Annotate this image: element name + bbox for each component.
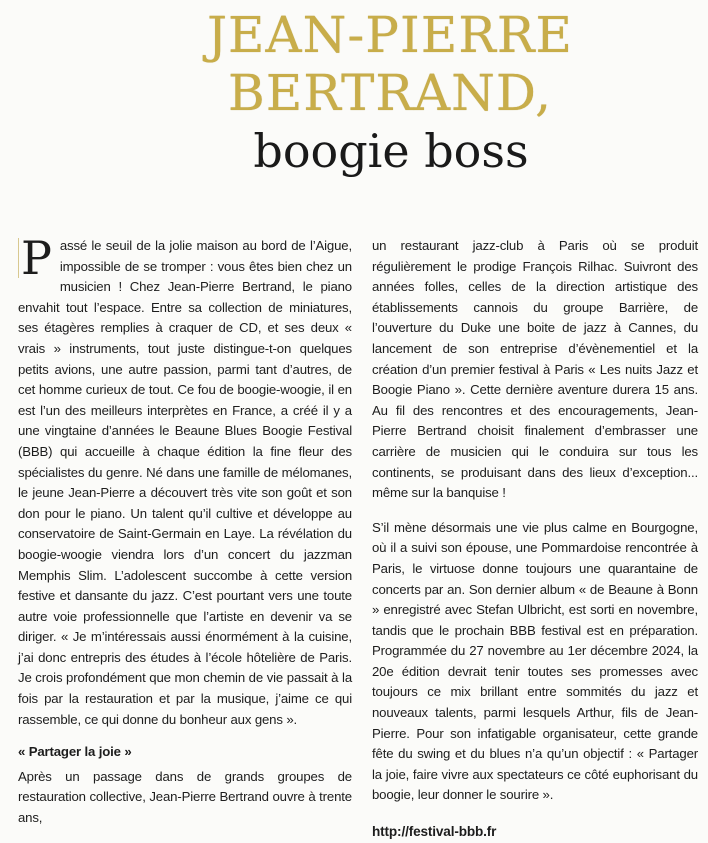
drop-cap: P [18, 238, 52, 278]
festival-link[interactable]: http://festival-bbb.fr [372, 824, 497, 840]
section-paragraph-start: Après un passage dans de grands groupes de restauration collective, Jean-Pierre Bertrand ouvre à trente ans, [18, 768, 352, 826]
closing-paragraph: S’il mène désormais une vie plus calme en Bourgogne, où il a suivi son épouse, une Pommardoise rencontrée à Paris, le virtuose donne toujours une quarantaine de concerts par an. Son dernier album « de Beaune à Bonn » enregistré avec Stefan Ulbricht, est sorti en novembre, tandis que le prochain BBB festival est en préparation. Programmée du 27 novembre au 1er décembre 2024, la 20e édition devrait tenir toutes ses promesses avec toujours ce mix brillant entre sommités du jazz et nouveaux talents, parmi lesquels Arthur, fils de Jean-Pierre. Pour son infatigable organisateur, cette grande fête du swing et du blues n’a qu’un objectif : « Partager la joie, faire vivre aux spectateurs ce côté euphorisant du boogie, leur donner le sourire ». [372, 519, 698, 803]
headline-name-line1: JEAN-PIERRE [207, 6, 573, 64]
intro-paragraph [18, 231, 352, 730]
article-headline [0, 6, 708, 178]
intro-text: assé le seuil de la jolie maison au bord de l’Aigue, impossible de se tromper : vous êtes bien chez un musicien ! Chez Jean-Pierre Bertrand, le piano envahit tout l’espace. Entre sa collection de miniatures, ses étagères remplies à craquer de CD, et ses deux « vrais » instruments, tout juste distingue-t-on quelques petits avions, une autre passion, parmi tant d’autres, de cet homme curieux de tout. Ce fou de boogie-woogie, il en est l’un des meilleurs interprètes en France, a créé il y a une vingtaine d’années le Beaune Blues Boogie Festival (BBB) qui accueille à chaque édition la fine fleur des spécialistes du genre. Né dans une famille de mélomanes, le jeune Jean-Pierre a découvert très vite son goût et son don pour le piano. Un talent qu’il cultive et développe au conservatoire de Saint-Germain en Laye. La révélation du boogie-woogie viendra lors d’un concert du jazzman Memphis Slim. L’adolescent succombe à cette version festive et dansante du jazz. C’est pourtant vers une toute autre voie professionnelle que l’artiste en devenir va se diriger. « Je m’intéressais aussi énormément à la cuisine, j’ai donc entrepris des études à l’école hôtelière de Paris. Je crois profondément que mon chemin de vie passait à la fois par la restauration et par la musique, j’aime ce qui rassemble, ce qui donne du bonheur aux gens ». [18, 238, 352, 727]
section-heading: « Partager la joie » [18, 744, 132, 760]
article-column-left [18, 231, 352, 829]
article-column-right [372, 236, 698, 843]
headline-subtitle: boogie boss [253, 124, 529, 178]
section-paragraph-continued: un restaurant jazz-club à Paris où se produit régulièrement le prodige François Rilhac. Suivront des années folles, celles de la direction artistique des établissements cannois du groupe Barrière, de l’ouverture du Duke une boite de jazz à Cannes, du lancement de son entreprise d’évènementiel et la création d’un premier festival à Paris « Les nuits Jazz et Boogie Piano ». Cette dernière aventure durera 15 ans. Au fil des rencontres et des encouragements, Jean-Pierre Bertrand choisit finalement d’embrasser une carrière de musicien qui le conduira sur tous les continents, se produisant dans des lieux d’exception... même sur la banquise ! [372, 238, 698, 501]
headline-name-line2: BERTRAND, [227, 64, 553, 122]
